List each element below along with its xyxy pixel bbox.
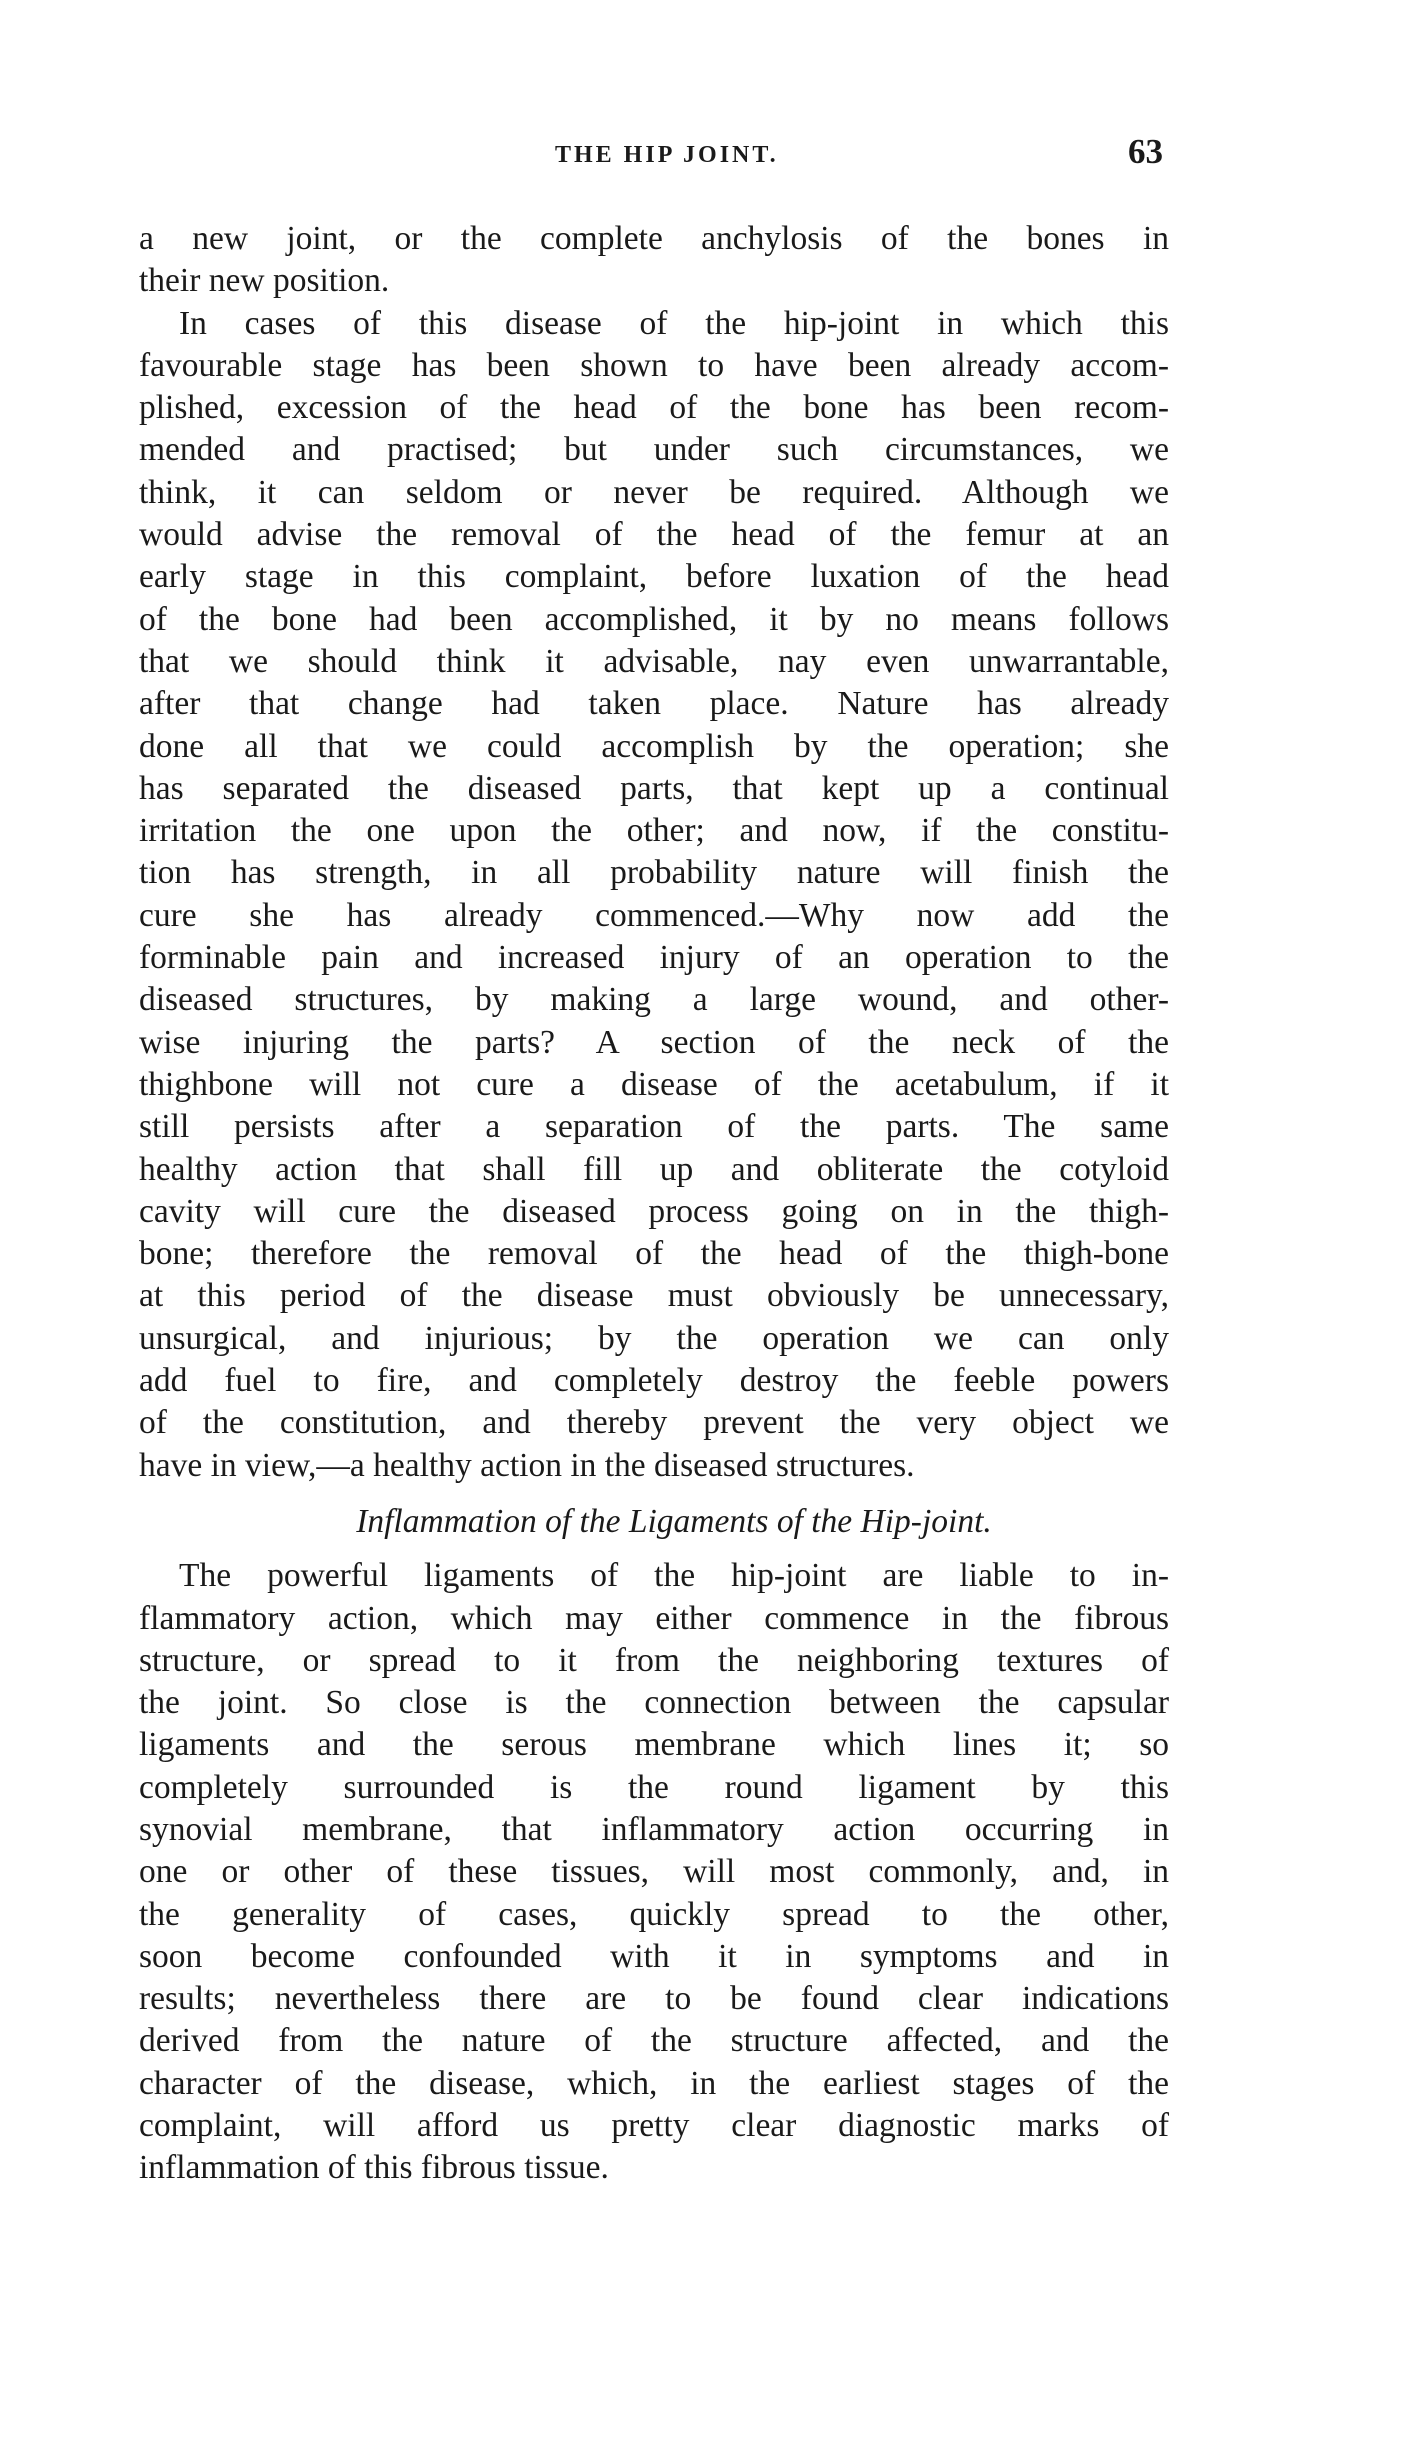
text-line: of the constitution, and thereby prevent the very object we (139, 1404, 1169, 1442)
text-line: healthy action that shall fill up and obliterate the cotyloid (139, 1150, 1169, 1188)
text-line: In cases of this disease of the hip-joint in which this (179, 304, 1169, 342)
text-line: bone; therefore the removal of the head of the thigh-bone (139, 1235, 1169, 1273)
text-line: unsurgical, and injurious; by the operation we can only (139, 1319, 1169, 1357)
text-line: character of the disease, which, in the earliest stages of the (139, 2064, 1169, 2102)
text-line: one or other of these tissues, will most commonly, and, in (139, 1853, 1169, 1891)
paragraph-1 (139, 218, 1169, 303)
text-line: after that change had taken place. Nature has already (139, 685, 1169, 723)
text-line: mended and practised; but under such circumstances, we (139, 431, 1169, 469)
text-line: cavity will cure the diseased process going on in the thigh- (139, 1192, 1169, 1230)
text-line: inflammation of this fibrous tissue. (139, 2149, 609, 2187)
paragraph-3 (139, 1555, 1169, 2189)
text-line: ligaments and the serous membrane which lines it; so (139, 1726, 1169, 1764)
text-line: soon become confounded with it in symptoms and in (139, 1937, 1169, 1975)
text-line: the generality of cases, quickly spread to the other, (139, 1895, 1169, 1933)
text-line: early stage in this complaint, before luxation of the head (139, 558, 1169, 596)
text-line: forminable pain and increased injury of an operation to the (139, 939, 1169, 977)
text-line: their new position. (139, 262, 390, 300)
text-line: have in view,—a healthy action in the diseased structures. (139, 1446, 915, 1484)
text-line: done all that we could accomplish by the operation; she (139, 727, 1169, 765)
text-line: at this period of the disease must obviously be unnecessary, (139, 1277, 1169, 1315)
text-line: tion has strength, in all probability nature will finish the (139, 854, 1169, 892)
text-line: completely surrounded is the round ligament by this (139, 1768, 1169, 1806)
body-text (139, 218, 1169, 2190)
text-line: flammatory action, which may either commence in the fibrous (139, 1599, 1169, 1637)
text-line: has separated the diseased parts, that kept up a continual (139, 769, 1169, 807)
text-line: still persists after a separation of the parts. The same (139, 1108, 1169, 1146)
page-number: 63 (1128, 132, 1163, 171)
text-line: a new joint, or the complete anchylosis of the bones in (139, 220, 1169, 257)
text-line: cure she has already commenced.—Why now add the (139, 896, 1169, 934)
text-line: derived from the nature of the structure affected, and the (139, 2022, 1169, 2060)
text-line: plished, excession of the head of the bone has been recom- (139, 389, 1169, 427)
paragraph-2 (139, 303, 1169, 1487)
text-line: would advise the removal of the head of the femur at an (139, 516, 1169, 554)
text-line: that we should think it advisable, nay even unwarrantable, (139, 642, 1169, 680)
text-line: add fuel to fire, and completely destroy the feeble powers (139, 1362, 1169, 1400)
text-line: diseased structures, by making a large wound, and other- (139, 981, 1169, 1019)
text-line: favourable stage has been shown to have been already accom- (139, 346, 1169, 384)
text-line: think, it can seldom or never be required. Although we (139, 473, 1169, 511)
text-line: thighbone will not cure a disease of the acetabulum, if it (139, 1065, 1169, 1103)
text-line: The powerful ligaments of the hip-joint are liable to in- (179, 1557, 1169, 1595)
text-line: complaint, will afford us pretty clear diagnostic marks of (139, 2107, 1169, 2145)
text-line: of the bone had been accomplished, it by no means follows (139, 600, 1169, 638)
text-line: structure, or spread to it from the neighboring textures of (139, 1641, 1169, 1679)
text-line: results; nevertheless there are to be found clear indications (139, 1980, 1169, 2018)
text-line: wise injuring the parts? A section of the neck of the (139, 1023, 1169, 1061)
text-line: irritation the one upon the other; and now, if the constitu- (139, 812, 1169, 850)
text-line: the joint. So close is the connection between the capsular (139, 1684, 1169, 1722)
running-head: THE HIP JOINT. (555, 142, 779, 168)
section-heading: Inflammation of the Ligaments of the Hip-joint. (356, 1502, 992, 1540)
text-line: synovial membrane, that inflammatory action occurring in (139, 1810, 1169, 1848)
